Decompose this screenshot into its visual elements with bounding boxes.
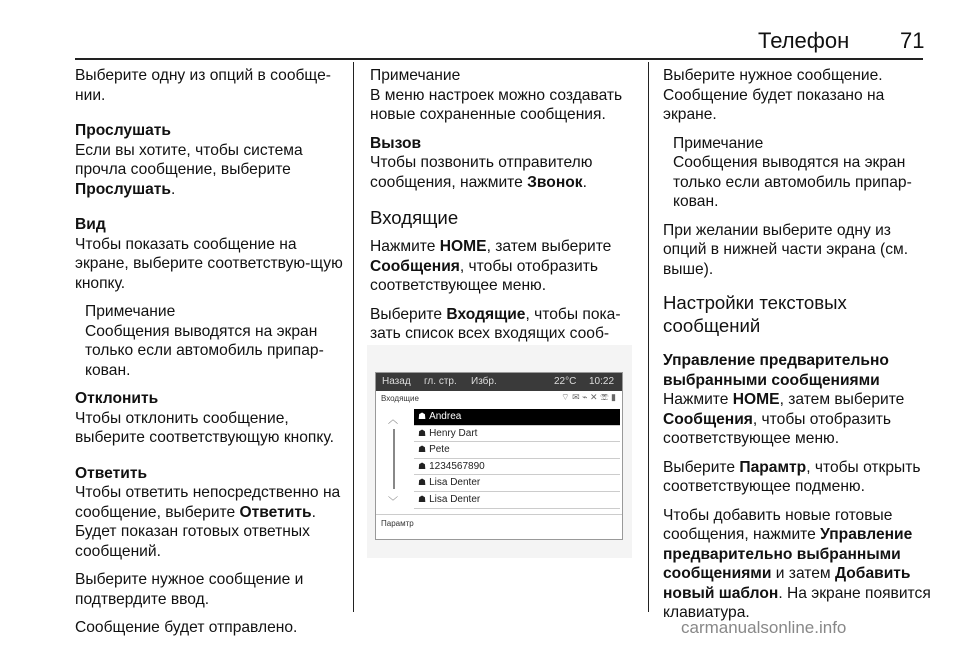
reply-text: Чтобы ответить непосредственно на сообщение, выберите (75, 484, 341, 521)
settings-heading: Настройки текстовых сообщений (663, 292, 847, 336)
scrollbar-track[interactable] (393, 429, 395, 489)
reply-heading: Ответить (75, 464, 148, 482)
screen-settings-button[interactable]: Парамтр (381, 519, 414, 528)
contact-icon: ☗ (418, 411, 427, 421)
inbox-item[interactable] (414, 475, 620, 492)
reply-text-end: . Будет показан готовых ответных сообщений. (75, 503, 316, 560)
inbox-item[interactable] (414, 442, 620, 459)
header-rule (75, 58, 923, 60)
inbox2-text-1: Выберите (370, 305, 447, 323)
scroll-up-icon[interactable]: ︿ (388, 415, 398, 426)
add-text-2: и затем (771, 565, 835, 582)
manage-heading: Управление предварительно выбранными сообщениями (663, 352, 889, 389)
manage-text-1: Нажмите (663, 391, 733, 408)
col3-p1: Выберите нужное сообщение. Сообщение будет показано на экране. (663, 67, 885, 123)
view-text: Чтобы показать сообщение на экране, выберите соответствую-щую кнопку. (75, 235, 343, 292)
inbox2-text-2: , чтобы пока-зать список всех входящих сооб- (370, 305, 621, 342)
settings-text-2: , чтобы открыть соответствующее подменю. (663, 458, 921, 495)
watermark: carmanualsonline.info (681, 618, 847, 637)
scroll-down-icon[interactable]: ﹀ (388, 497, 398, 508)
inbox-item-label: Henry Dart (429, 427, 478, 439)
col3-p2: При желании выберите одну из опций в нижней части экрана (см. выше). (663, 221, 909, 278)
add-bold-new-template: Добавить новый шаблон (663, 565, 911, 602)
col3-note-heading: Примечание (673, 134, 764, 152)
manage-bold-home: HOME (732, 391, 780, 408)
inbox-bold-home: HOME (439, 238, 487, 255)
contact-icon: ☗ (418, 493, 427, 504)
inbox-text-3: , чтобы отобразить соответствующее меню. (370, 257, 598, 294)
reply-p2: Выберите нужное сообщение и подтвердите ввод. (75, 571, 304, 608)
listen-heading: Прослушать (75, 122, 171, 139)
page-number: 71 (900, 28, 925, 53)
inbox-item-label: 1234567890 (429, 460, 485, 472)
column-divider-1 (353, 62, 354, 612)
screen-footer-divider (376, 514, 622, 515)
settings-text-1: Выберите (663, 458, 740, 476)
screen-tab-home[interactable]: гл. стр. (424, 376, 457, 387)
inbox-item[interactable] (414, 426, 620, 443)
contact-icon: ☗ (418, 427, 427, 438)
call-bold: Звонок (527, 173, 583, 191)
note-text: Сообщения выводятся на экран только если автомобиль припар-кован. (85, 322, 324, 379)
inbox-heading: Входящие (370, 207, 459, 228)
intro-text: Выберите одну из опций в сообще-нии. (75, 67, 331, 104)
column-2 (370, 66, 638, 372)
col2-note-heading: Примечание (370, 67, 461, 84)
contact-icon: ☗ (418, 460, 427, 471)
status-icons: ⌔ ✉ ⌁ ✕ ☏ ▮ (561, 392, 616, 402)
reply-p3: Сообщение будет отправлено. (75, 619, 298, 636)
inbox-bold-messages: Сообщения (370, 257, 460, 275)
infotainment-screen (375, 372, 623, 540)
contact-icon: ☗ (418, 477, 427, 488)
settings-bold: Парамтр (739, 458, 807, 476)
screen-top-bar (376, 373, 622, 391)
call-text-end: . (582, 173, 587, 191)
call-text: Чтобы позвонить отправителю сообщения, нажмите (370, 154, 593, 191)
add-text-3: . На экране появится клавиатура. (663, 584, 931, 621)
inbox-text-1: Нажмите (370, 238, 440, 255)
reject-heading: Отклонить (75, 390, 159, 407)
screen-temperature: 22°C (554, 376, 577, 387)
reject-text: Чтобы отклонить сообщение, выберите соответствующую кнопку. (75, 409, 334, 446)
inbox-item-label: Andrea (429, 411, 462, 422)
view-heading: Вид (75, 216, 106, 233)
manage-bold-messages: Сообщения (663, 410, 753, 428)
screen-tab-favorites[interactable]: Избр. (471, 376, 497, 387)
inbox-item-label: Lisa Denter (429, 493, 481, 505)
screen-tab-back[interactable]: Назад (382, 376, 411, 387)
listen-text-end: . (171, 180, 176, 198)
manage-text-3: , чтобы отобразить соответствующее меню. (663, 410, 891, 447)
inbox-item[interactable] (414, 459, 620, 476)
inbox-list (414, 409, 620, 509)
inbox-item-label: Lisa Denter (429, 477, 481, 489)
col3-note-text: Сообщения выводятся на экран только если автомобиль припар-кован. (673, 154, 912, 210)
note-heading: Примечание (85, 303, 176, 320)
column-1 (75, 66, 347, 647)
listen-text: Если вы хотите, чтобы система прочла сообщение, выберите (75, 141, 303, 178)
listen-bold: Прослушать (75, 180, 171, 198)
inbox-item[interactable] (414, 409, 620, 426)
contact-icon: ☗ (418, 444, 427, 455)
inbox-item-label: Pete (429, 444, 450, 456)
col2-note-text: В меню настроек можно создавать новые сохраненные сообщения. (370, 86, 623, 123)
inbox-text-2: , затем выберите (486, 238, 612, 255)
page-header-title: Телефон (758, 28, 850, 53)
infotainment-screenshot (367, 345, 632, 558)
call-heading: Вызов (370, 134, 422, 152)
add-bold-manage: Управление предварительно выбранными сообщениями (663, 526, 913, 582)
column-divider-2 (648, 62, 649, 612)
column-3 (663, 66, 933, 632)
screen-time: 10:22 (589, 376, 615, 387)
reply-bold: Ответить (239, 503, 312, 521)
screen-subtitle: Входящие (381, 394, 419, 403)
add-text-1: Чтобы добавить новые готовые сообщения, нажмите (663, 506, 893, 543)
inbox-item[interactable] (414, 492, 620, 509)
inbox2-bold: Входящие (446, 305, 526, 323)
manage-text-2: , затем выберите (779, 391, 905, 408)
